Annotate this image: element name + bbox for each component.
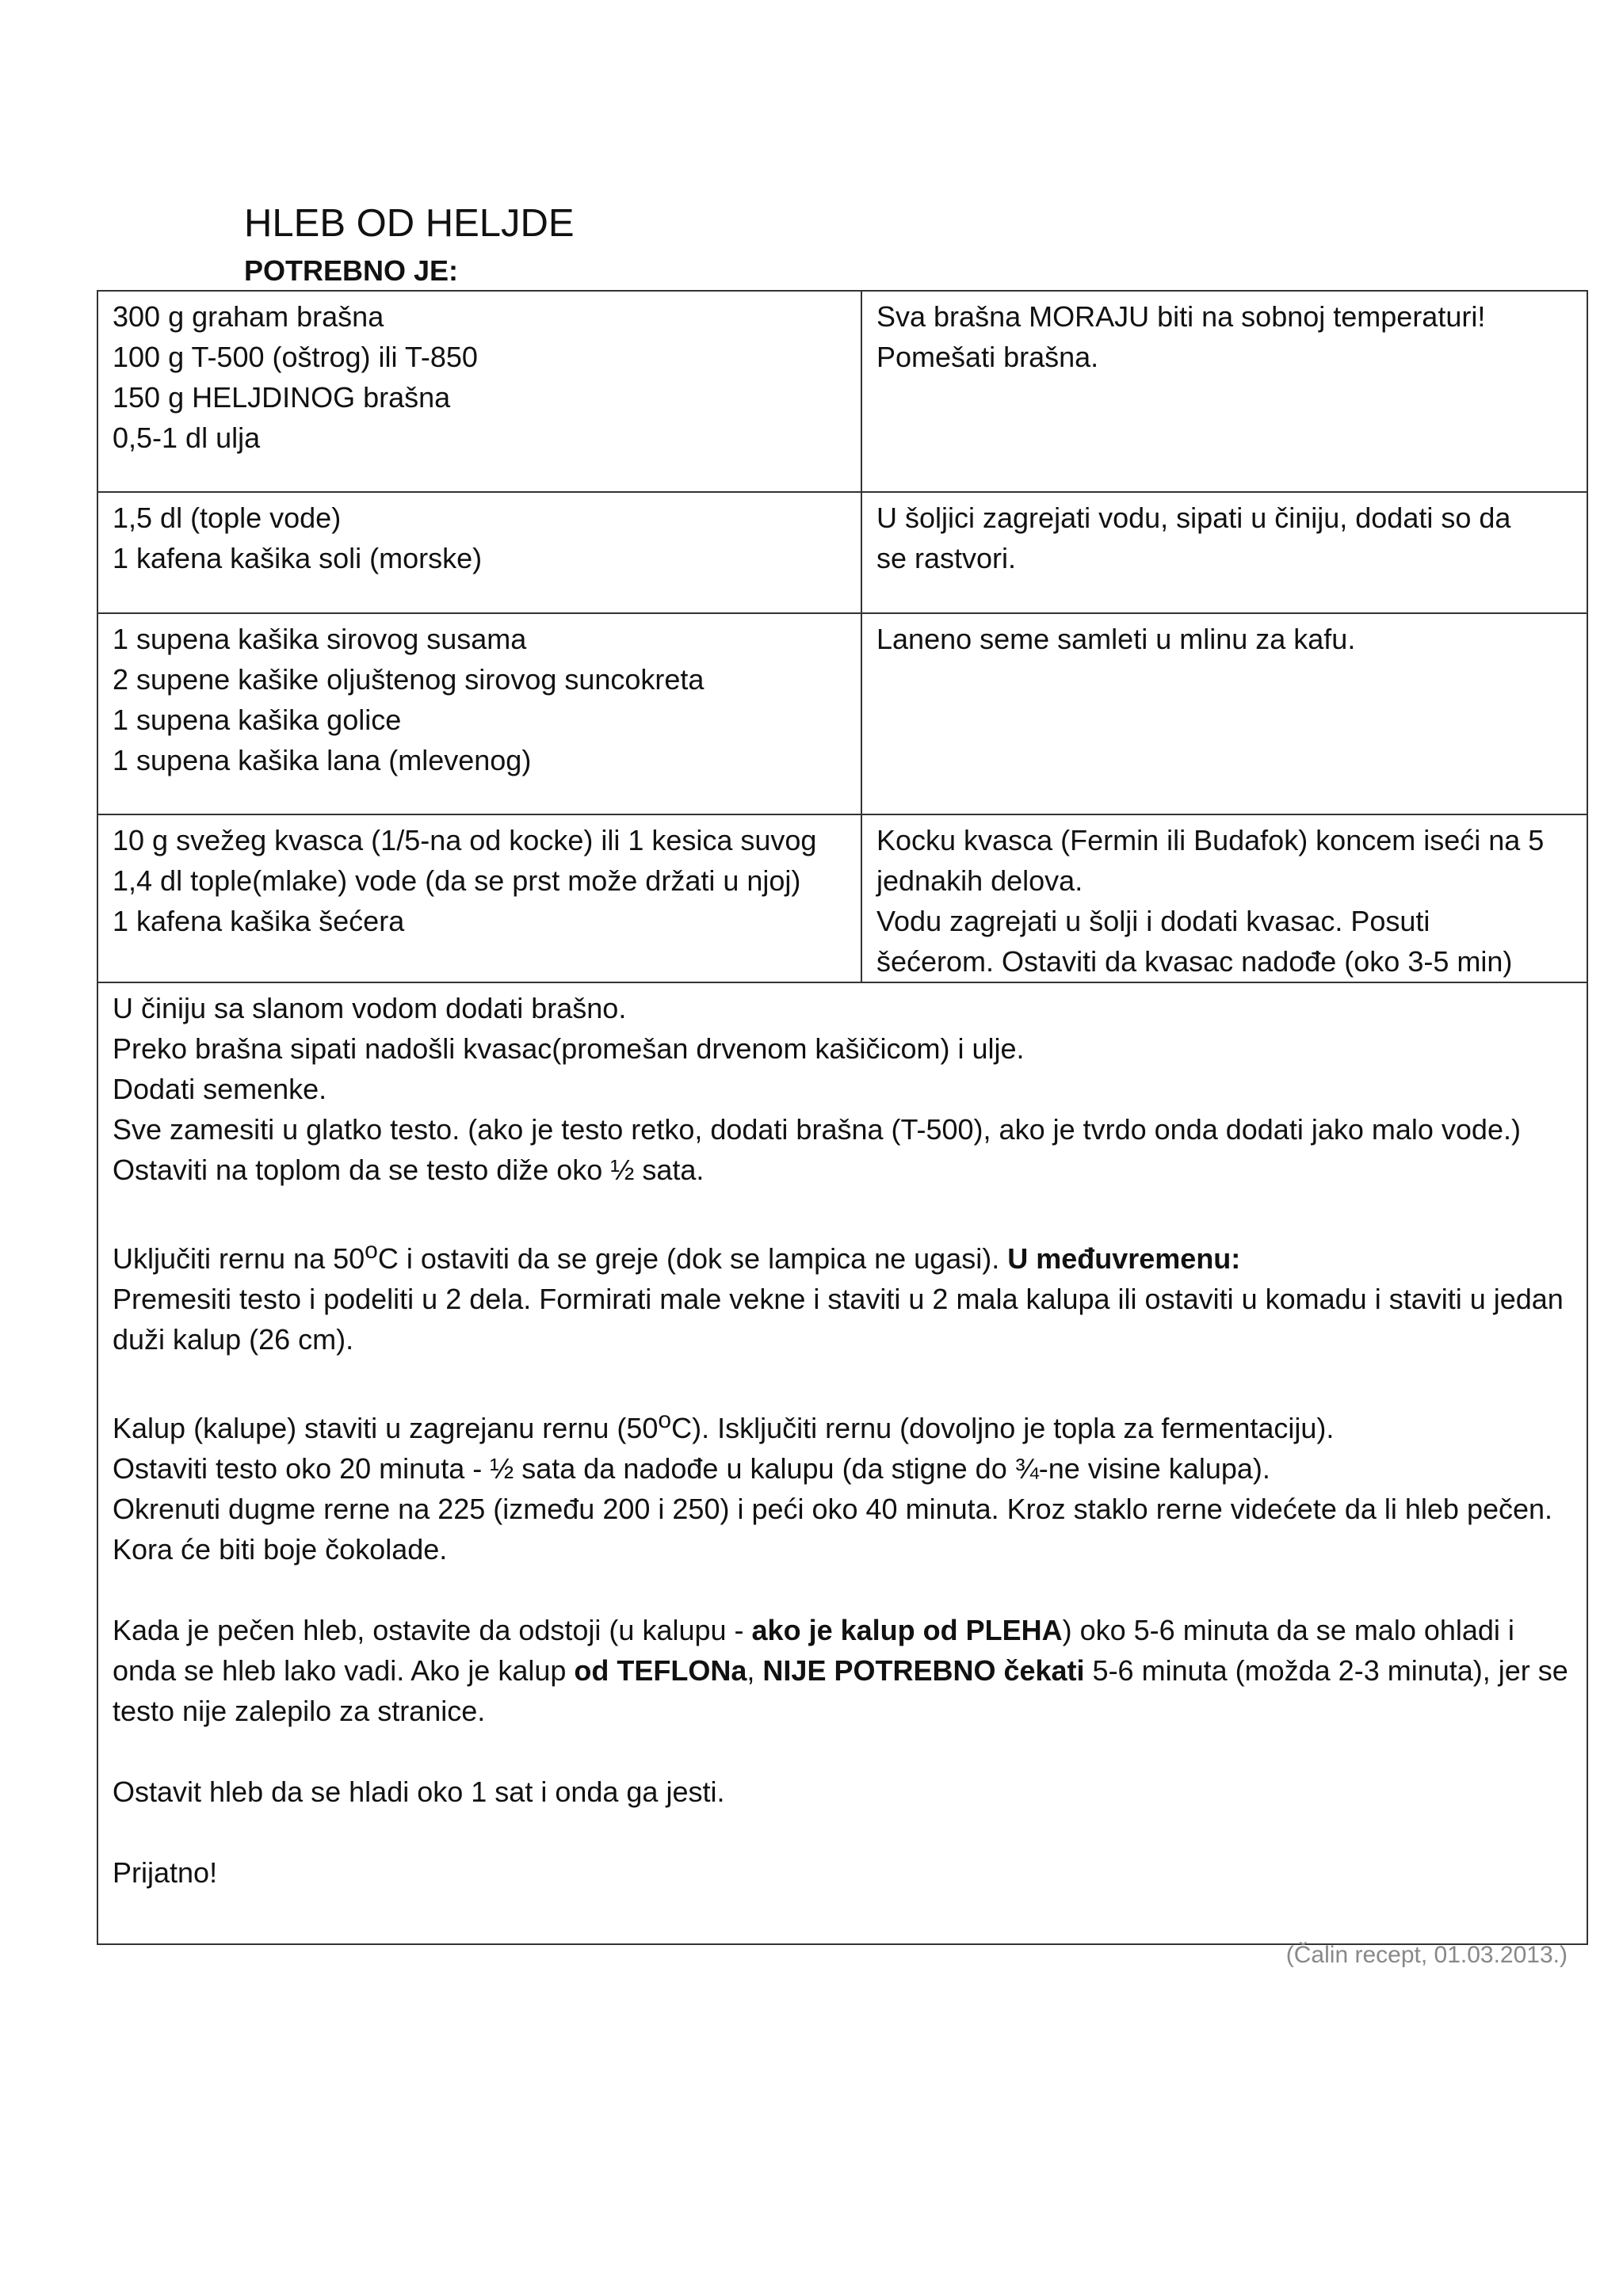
instruction-text: ,: [747, 1654, 763, 1687]
note-line: šećerom. Ostaviti da kvasac nadođe (oko 3-5 min): [876, 945, 1513, 978]
note-line: se rastvori.: [876, 542, 1017, 574]
instruction-line: [113, 1230, 1572, 1279]
ingredient-line: 1,4 dl tople(mlake) vode (da se prst može držati u njoj): [113, 864, 801, 897]
note-line: Laneno seme samleti u mlinu za kafu.: [876, 623, 1356, 655]
flour-ingredients-cell: [97, 291, 861, 492]
instruction-text: 5-6 minuta (možda 2-3 minuta), jer se testo nije zalepilo za stranice.: [113, 1654, 1568, 1727]
instruction-bold: od TEFLONa: [574, 1654, 747, 1687]
ingredient-line: 0,5-1 dl ulja: [113, 421, 261, 454]
paragraph-gap: [113, 1360, 1572, 1400]
instruction-text: C i ostaviti da se greje (dok se lampica ne ugasi).: [377, 1242, 1008, 1275]
instruction-line: Dodati semenke.: [113, 1073, 327, 1105]
instruction-bold: U međuvremenu:: [1007, 1242, 1241, 1275]
seeds-note-cell: [861, 613, 1587, 814]
ingredient-line: 1 supena kašika sirovog susama: [113, 623, 527, 655]
ingredient-line: 10 g svežeg kvasca (1/5-na od kocke) ili 1 kesica suvog: [113, 824, 817, 856]
flour-note-cell: [861, 291, 1587, 492]
closing-line: Prijatno!: [113, 1856, 218, 1889]
instruction-text: Kalup (kalupe) staviti u zagrejanu rernu (50: [113, 1412, 659, 1444]
ingredient-line: 2 supene kašike oljuštenog sirovog suncokreta: [113, 663, 705, 696]
ingredient-line: 1,5 dl (tople vode): [113, 502, 342, 534]
instruction-bold: NIJE POTREBNO čekati: [762, 1654, 1085, 1687]
recipe-credit: (Čalin recept, 01.03.2013.): [1285, 1942, 1568, 1968]
instruction-text: Kada je pečen hleb, ostavite da odstoji (u kalupu -: [113, 1614, 752, 1646]
ingredient-line: 1 supena kašika golice: [113, 704, 402, 736]
water-note-cell: [861, 492, 1587, 613]
instruction-line: Okrenuti dugme rerne na 225 (između 200 i 250) i peći oko 40 minuta. Kroz staklo rerne videćete da li hleb pečen. Kora će biti boje čokolade.: [113, 1493, 1553, 1566]
ingredient-line: 1 kafena kašika šećera: [113, 905, 405, 937]
instruction-line: [113, 1400, 1572, 1448]
recipe-title: HLEB OD HELJDE: [244, 202, 575, 245]
paragraph-gap: [113, 1812, 1572, 1852]
note-line: Vodu zagrejati u šolji i dodati kvasac. Posuti: [876, 905, 1430, 937]
degree-sup: o: [365, 1238, 378, 1264]
instruction-bold: ako je kalup od PLEHA: [751, 1614, 1063, 1646]
ingredient-line: 150 g HELJDINOG brašna: [113, 381, 451, 414]
ingredients-heading: POTREBNO JE:: [244, 254, 459, 287]
table-row: [97, 613, 1587, 814]
instruction-line: Preko brašna sipati nadošli kvasac(promešan drvenom kašičicom) i ulje.: [113, 1032, 1025, 1065]
note-line: jednakih delova.: [876, 864, 1083, 897]
yeast-ingredients-cell: [97, 814, 861, 982]
seeds-ingredients-cell: [97, 613, 861, 814]
instruction-text: C). Isključiti rernu (dovoljno je topla za fermentaciju).: [671, 1412, 1335, 1444]
paragraph-gap: [113, 1731, 1572, 1772]
instruction-line: Ostaviti na toplom da se testo diže oko ½ sata.: [113, 1154, 705, 1186]
instruction-line: Premesiti testo i podeliti u 2 dela. Formirati male vekne i staviti u 2 mala kalupa ili ostaviti u komadu i staviti u jedan duži kalup (26 cm).: [113, 1283, 1564, 1356]
table-row: [97, 291, 1587, 492]
ingredient-line: 1 supena kašika lana (mlevenog): [113, 744, 532, 776]
degree-sup: o: [658, 1407, 672, 1433]
note-line: Kocku kvasca (Fermin ili Budafok) koncem iseći na 5: [876, 824, 1545, 856]
paragraph-gap: [113, 1569, 1572, 1610]
instruction-text: ) oko 5-6 minuta da se malo ohladi i onda se hleb lako vadi. Ako je kalup: [113, 1614, 1514, 1687]
yeast-note-cell: [861, 814, 1587, 982]
table-row: [97, 492, 1587, 613]
instruction-line: [113, 1610, 1572, 1731]
instructions-cell: [97, 982, 1587, 1944]
ingredient-line: 300 g graham brašna: [113, 300, 384, 333]
note-line: Sva brašna MORAJU biti na sobnoj temperaturi!: [876, 300, 1486, 333]
instruction-line: Sve zamesiti u glatko testo. (ako je testo retko, dodati brašna (T-500), ako je tvrdo onda dodati jako malo vode.): [113, 1113, 1521, 1146]
recipe-table: [97, 290, 1588, 1945]
note-line: Pomešati brašna.: [876, 341, 1099, 373]
instruction-line: U činiju sa slanom vodom dodati brašno.: [113, 992, 627, 1024]
paragraph-gap: [113, 1190, 1572, 1230]
ingredient-line: 100 g T-500 (oštrog) ili T-850: [113, 341, 478, 373]
instruction-text: Uključiti rernu na 50: [113, 1242, 365, 1275]
ingredient-line: 1 kafena kašika soli (morske): [113, 542, 483, 574]
table-row: [97, 982, 1587, 1944]
instruction-line: Ostaviti testo oko 20 minuta - ½ sata da nadođe u kalupu (da stigne do ¾-ne visine kalupa).: [113, 1452, 1270, 1485]
water-ingredients-cell: [97, 492, 861, 613]
instruction-line: Ostavit hleb da se hladi oko 1 sat i onda ga jesti.: [113, 1775, 725, 1808]
table-row: [97, 814, 1587, 982]
note-line: U šoljici zagrejati vodu, sipati u činiju, dodati so da: [876, 502, 1511, 534]
